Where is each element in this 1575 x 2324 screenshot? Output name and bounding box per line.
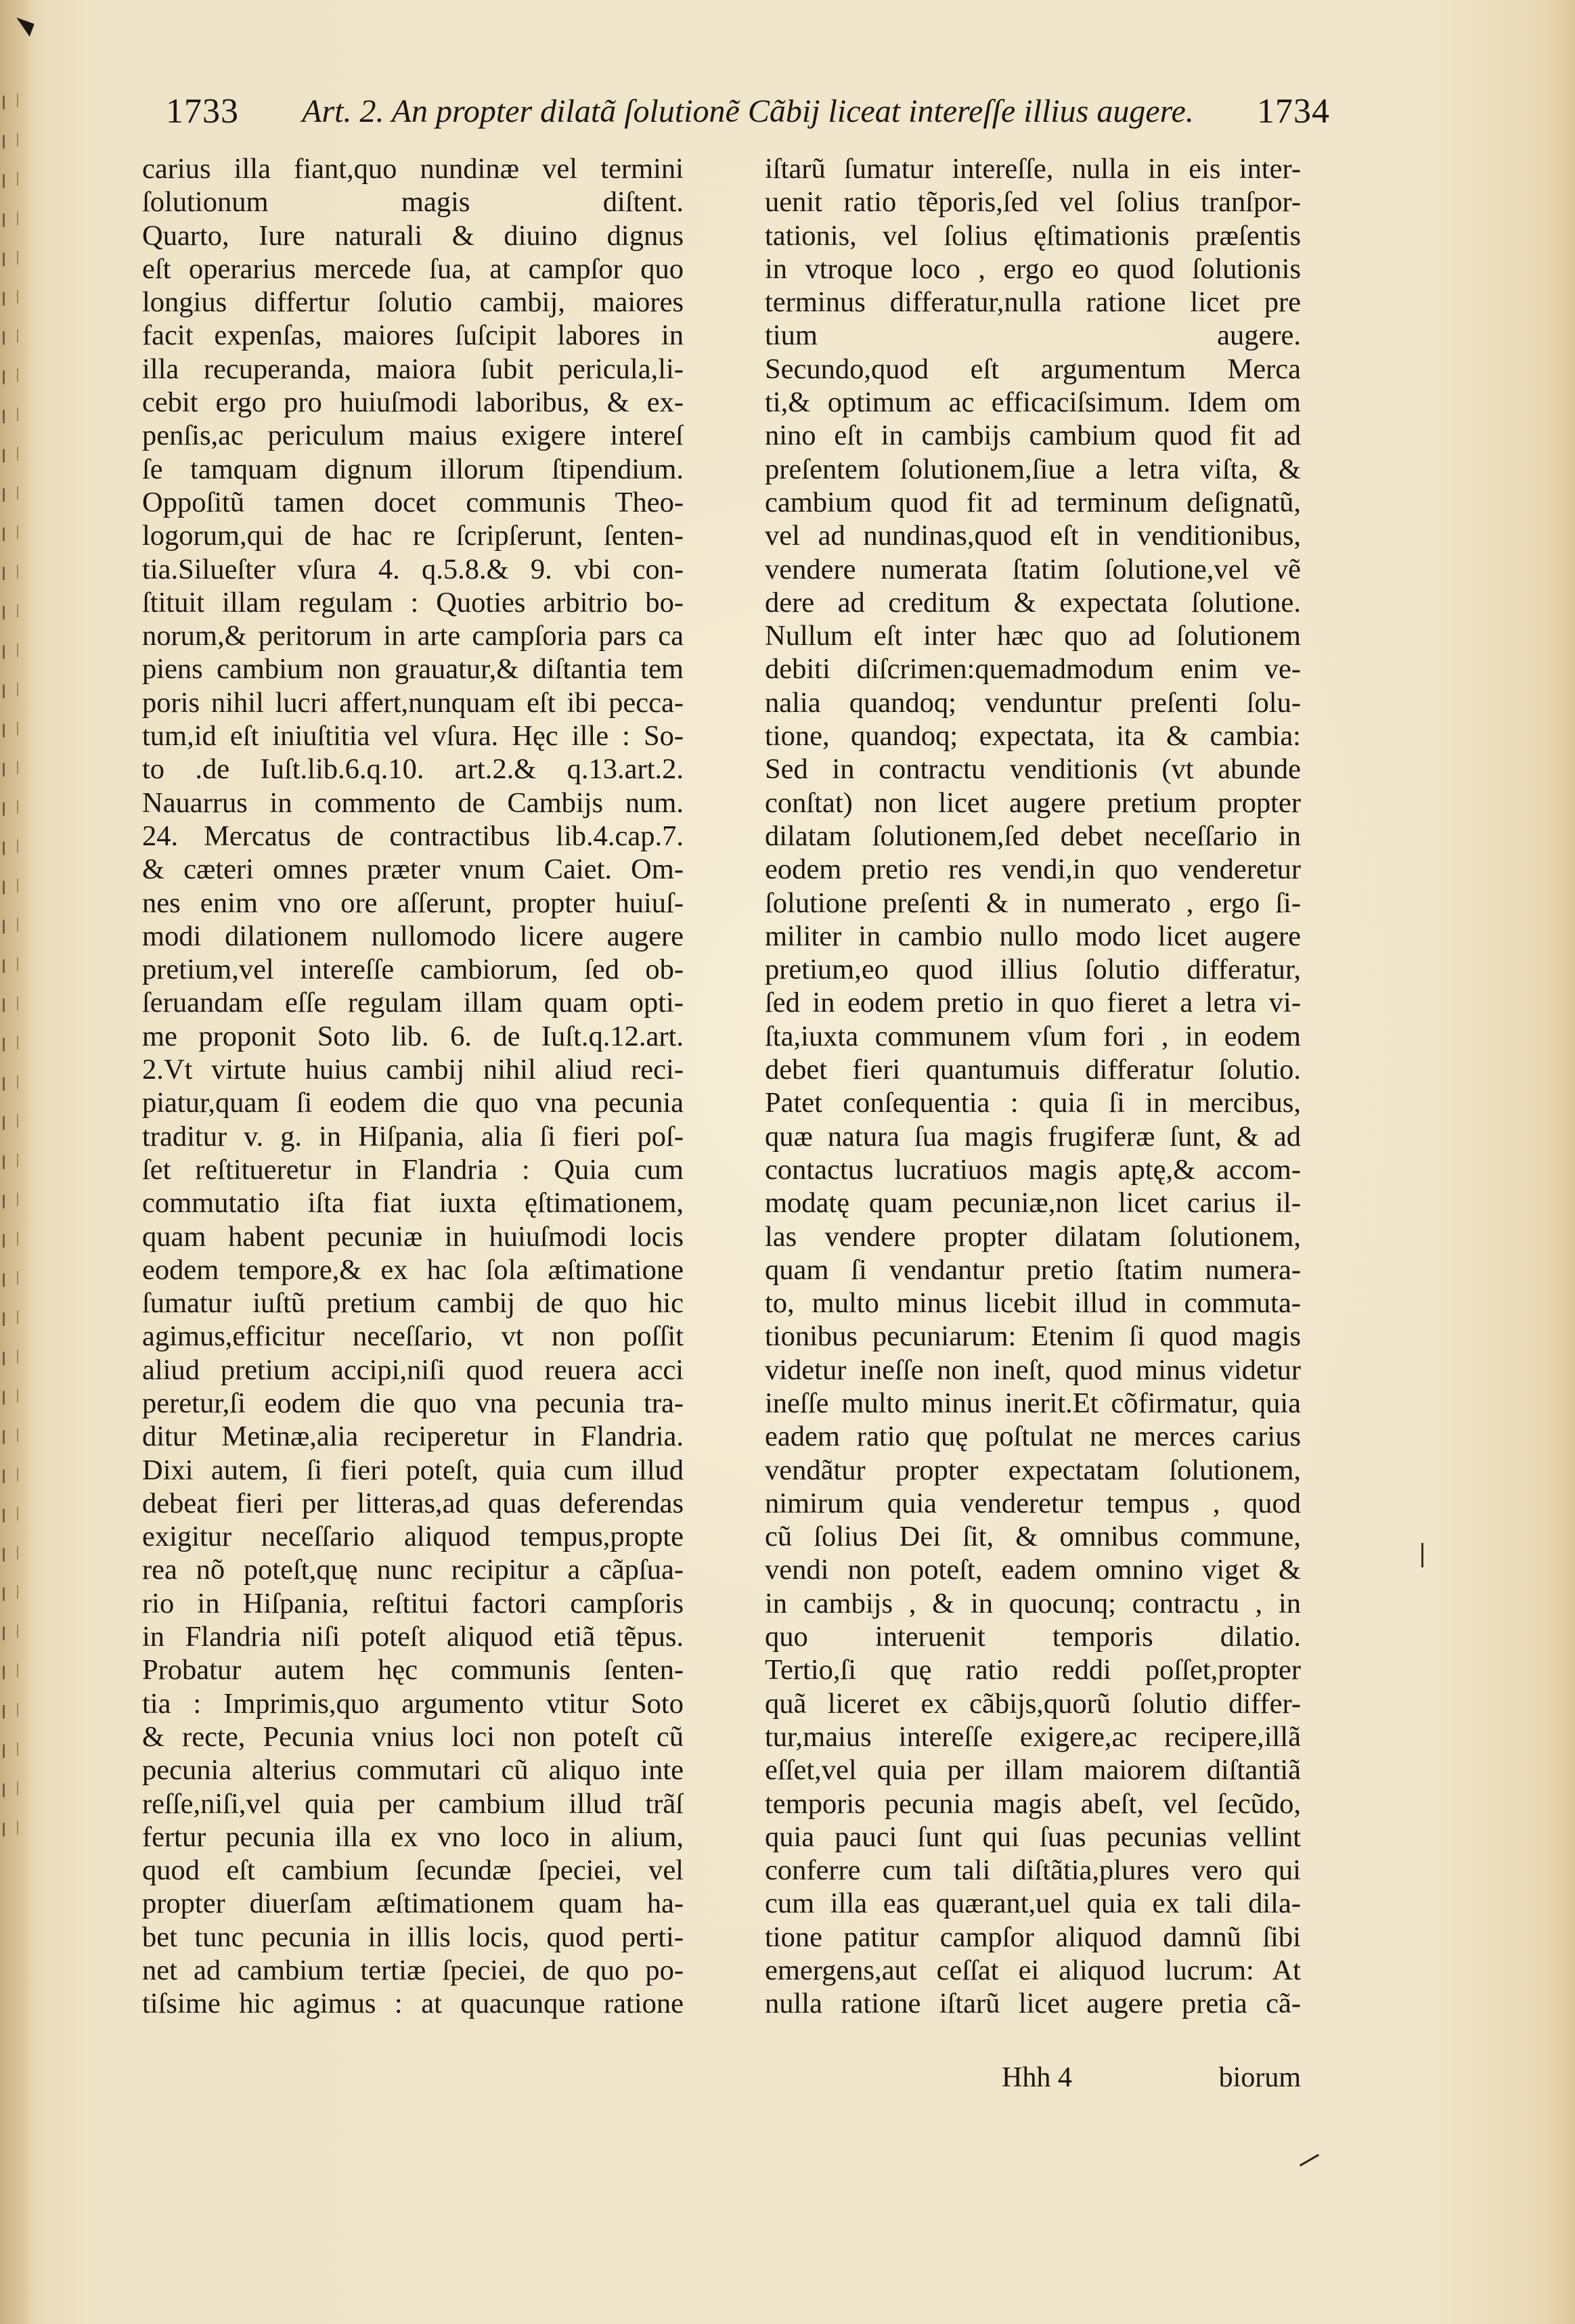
text-line: reſſe,niſi,vel quia per cambium illud trãſ [142, 1787, 684, 1820]
text-line: modi dilationem nullomodo licere augere [142, 920, 684, 952]
bleed-mark [3, 996, 18, 1012]
text-line: in vtroque loco , ergo eo quod ſolutionis [765, 252, 1301, 285]
bleed-mark [3, 1703, 18, 1718]
text-line: agimus,efficitur neceſſario, vt non poſſit [142, 1320, 684, 1353]
margin-tick [1421, 1543, 1423, 1567]
bleed-mark [3, 1389, 18, 1404]
text-line: pretium,vel intereſſe cambiorum, ſed ob- [142, 954, 684, 986]
text-line: logorum,qui de hac re ſcripſerunt, ſenten- [142, 520, 684, 552]
text-line: nulla ratione iſtarũ licet augere pretia cã- [765, 1988, 1301, 2020]
text-line: aliud pretium accipi,niſi quod reuera acci [142, 1354, 684, 1386]
bleed-mark [3, 1624, 18, 1640]
bleed-mark [3, 525, 18, 541]
text-line: & cæteri omnes præter vnum Caiet. Om- [142, 853, 684, 886]
text-line: & recte, Pecunia vnius loci non poteſt cũ [142, 1720, 684, 1753]
text-line: conſtat) non licet augere pretium propter [765, 786, 1301, 819]
text-line: ſet reſtitueretur in Flandria : Quia cum [142, 1153, 684, 1186]
text-line: in cambijs , & in quocunq; contractu , in [765, 1587, 1301, 1619]
bleed-mark [3, 447, 18, 462]
text-line: commutatio iſta fiat iuxta ęſtimationem, [142, 1187, 684, 1220]
bleed-mark [3, 290, 18, 305]
text-line: quæ natura ſua magis frugiferæ ſunt, & ad [765, 1120, 1301, 1153]
catchword: biorum [1218, 2062, 1301, 2093]
text-line: tiſsime hic agimus : at quacunque ratione [142, 1988, 684, 2020]
running-title: Art. 2. An propter dilatã ſolutionẽ Cãbij liceat intereſſe illius augere. [302, 93, 1194, 129]
text-line: piatur,quam ſi eodem die quo vna pecunia [142, 1087, 684, 1119]
text-line: pecunia alterius commutari cũ aliquo inte [142, 1754, 684, 1787]
text-line: tum,id eſt iniuſtitia vel vſura. Hęc ille : So- [142, 720, 684, 753]
bleed-mark [3, 1349, 18, 1365]
text-line: militer in cambio nullo modo licet augere [765, 920, 1301, 952]
text-line: Nauarrus in commento de Cambijs num. [142, 786, 684, 819]
text-line: debet fieri quantumuis differatur ſolutio. [765, 1054, 1301, 1086]
bleed-mark [3, 918, 18, 933]
stray-ink-mark [1300, 2154, 1321, 2170]
text-line: ſed in eodem pretio in quo fieret a letra vi- [765, 987, 1301, 1019]
signature-mark: Hhh 4 [1002, 2062, 1072, 2093]
text-line: tium augere. [765, 319, 1301, 352]
text-line: quam ſi vendantur pretio ſtatim numera- [765, 1253, 1301, 1286]
text-line: in Flandria niſi poteſt aliquod etiã tẽpus. [142, 1621, 684, 1653]
text-line: quã liceret ex cãbijs,quorũ ſolutio differ- [765, 1687, 1301, 1720]
bleed-mark [3, 329, 18, 344]
bleed-mark [3, 211, 18, 227]
text-line: nes enim vno ore aſſerunt, propter huiuſ- [142, 887, 684, 919]
running-header [166, 88, 1330, 135]
bleed-mark [3, 1585, 18, 1601]
text-line: preſentem ſolutionem,ſiue a letra viſta, & [765, 453, 1301, 485]
bleed-mark [3, 682, 18, 698]
text-line: to, multo minus licebit illud in commuta- [765, 1287, 1301, 1320]
text-line: pretium,eo quod illius ſolutio differatur, [765, 954, 1301, 986]
text-line: propter diuerſam æſtimationem quam ha- [142, 1887, 684, 1920]
text-line: ineſſe multo minus inerit.Et cõfirmatur, quia [765, 1387, 1301, 1419]
bleed-mark [3, 721, 18, 737]
text-line: Quarto, Iure naturali & diuino dignus [142, 219, 684, 252]
page-footer [1002, 2057, 1301, 2098]
text-line: 2.Vt virtute huius cambij nihil aliud reci- [142, 1054, 684, 1086]
bleed-mark [3, 1271, 18, 1287]
text-line: ſta,iuxta communem vſum fori , in eodem [765, 1020, 1301, 1052]
bleed-mark [3, 1506, 18, 1522]
text-line: nimirum quia venderetur tempus , quod [765, 1487, 1301, 1519]
text-line: me proponit Soto lib. 6. de Iuſt.q.12.art. [142, 1020, 684, 1052]
text-line: emergens,aut ceſſat ei aliquod lucrum: At [765, 1954, 1301, 1987]
text-line: quia pauci ſunt qui ſuas pecunias vellint [765, 1820, 1301, 1853]
text-line: tionibus pecuniarum: Etenim ſi quod magis [765, 1320, 1301, 1353]
bleed-through-marks [3, 95, 23, 2125]
bleed-mark [3, 368, 18, 384]
text-line: norum,& peritorum in arte campſoria pars ca [142, 620, 684, 652]
bleed-mark [3, 1428, 18, 1444]
text-line: Oppoſitũ tamen docet communis Theo- [142, 486, 684, 518]
text-line: las vendere propter dilatam ſolutionem, [765, 1220, 1301, 1253]
text-line: fertur pecunia illa ex vno loco in alium, [142, 1820, 684, 1853]
text-line: tione patitur campſor aliquod damnũ ſibi [765, 1921, 1301, 1953]
text-line: tationis, vel ſolius ęſtimationis præſentis [765, 219, 1301, 252]
text-line: piens cambium non grauatur,& diſtantia tem [142, 653, 684, 686]
text-line: traditur v. g. in Hiſpania, alia ſi fieri poſ- [142, 1120, 684, 1153]
bleed-mark [3, 878, 18, 894]
text-line: quo interuenit temporis dilatio. [765, 1621, 1301, 1653]
text-line: nalia quandoq; venduntur preſenti ſolu- [765, 686, 1301, 719]
page-number-right: 1734 [1257, 92, 1330, 131]
text-line: contactus lucratiuos magis aptę,& accom- [765, 1153, 1301, 1186]
bleed-mark [3, 407, 18, 423]
text-line: Patet conſequentia : quia ſi in mercibus, [765, 1087, 1301, 1119]
text-line: ſumatur iuſtũ pretium cambij de quo hic [142, 1287, 684, 1320]
text-line: dere ad creditum & expectata ſolutione. [765, 586, 1301, 619]
text-line: cum illa eas quærant,uel quia ex tali dila- [765, 1887, 1301, 1920]
bleed-mark [3, 1310, 18, 1326]
text-line: tur,maius intereſſe exigere,ac recipere,illã [765, 1720, 1301, 1753]
bleed-mark [3, 1114, 18, 1130]
text-line: rio in Hiſpania, reſtitui factori campſoris [142, 1587, 684, 1619]
bleed-mark [3, 1820, 18, 1836]
text-line: tione, quandoq; expectata, ita & cambia: [765, 720, 1301, 753]
text-line: Probatur autem hęc communis ſenten- [142, 1654, 684, 1686]
text-line: videtur ineſſe non ineſt, quod minus videtur [765, 1354, 1301, 1386]
bleed-mark [3, 761, 18, 776]
text-line: Dixi autem, ſi fieri poteſt, quia cum illud [142, 1454, 684, 1486]
text-line: peretur,ſi eodem die quo vna pecunia tra- [142, 1387, 684, 1419]
text-line: 24. Mercatus de contractibus lib.4.cap.7. [142, 820, 684, 852]
bleed-mark [3, 486, 18, 501]
text-line: ſeruandam eſſe regulam illam quam opti- [142, 987, 684, 1019]
text-line: debiti diſcrimen:quemadmodum enim ve- [765, 653, 1301, 686]
text-line: Nullum eſt inter hæc quo ad ſolutionem [765, 620, 1301, 652]
text-line: ſe tamquam dignum illorum ſtipendium. [142, 453, 684, 485]
text-line: Tertio,ſi quę ratio reddi poſſet,propter [765, 1654, 1301, 1686]
bleed-mark [3, 172, 18, 187]
left-column [142, 152, 684, 2021]
text-line: cũ ſolius Dei ſit, & omnibus commune, [765, 1521, 1301, 1553]
text-line: bet tunc pecunia in illis locis, quod perti- [142, 1921, 684, 1953]
bleed-mark [3, 839, 18, 855]
right-column [765, 152, 1301, 2021]
text-line: tia : Imprimis,quo argumento vtitur Soto [142, 1687, 684, 1720]
text-line: cebit ergo pro huiuſmodi laboribus, & ex- [142, 386, 684, 419]
bleed-mark [3, 800, 18, 815]
text-line: ſtituit illam regulam : Quoties arbitrio bo- [142, 586, 684, 619]
text-line: uenit ratio tẽporis,ſed vel ſolius tranſpor- [765, 186, 1301, 219]
text-line: rea nõ poteſt,quę nunc recipitur a cãpſua- [142, 1554, 684, 1586]
bleed-mark [3, 133, 18, 148]
text-line: terminus differatur,nulla ratione licet pre [765, 286, 1301, 319]
bleed-mark [3, 1075, 18, 1090]
text-line: quod eſt cambium ſecundæ ſpeciei, vel [142, 1854, 684, 1887]
text-line: eſſet,vel quia per illam maiorem diſtantiã [765, 1754, 1301, 1787]
text-line: facit expenſas, maiores ſuſcipit labores in [142, 319, 684, 352]
text-line: exigitur neceſſario aliquod tempus,propte [142, 1521, 684, 1553]
text-line: net ad cambium tertiæ ſpeciei, de quo po- [142, 1954, 684, 1987]
bleed-mark [3, 604, 18, 619]
text-line: vendãtur propter expectatam ſolutionem, [765, 1454, 1301, 1486]
text-line: eodem pretio res vendi,in quo venderetur [765, 853, 1301, 886]
bleed-mark [3, 250, 18, 266]
text-line: cambium quod fit ad terminum deſignatũ, [765, 486, 1301, 518]
bleed-mark [3, 1232, 18, 1247]
bleed-mark [3, 1153, 18, 1169]
bleed-mark [3, 1781, 18, 1797]
text-line: illa recuperanda, maiora ſubit pericula,li- [142, 353, 684, 385]
text-line: quam habent pecuniæ in huiuſmodi locis [142, 1220, 684, 1253]
text-line: ditur Metinæ,alia reciperetur in Flandria. [142, 1421, 684, 1453]
page-number-left: 1733 [166, 92, 239, 131]
text-line: vendi non poteſt, eadem omnino viget & [765, 1554, 1301, 1586]
text-line: poris nihil lucri affert,nunquam eſt ibi pecca- [142, 686, 684, 719]
bleed-mark [3, 1192, 18, 1208]
text-line: vel ad nundinas,quod eſt in venditionibus, [765, 520, 1301, 552]
text-line: carius illa fiant,quo nundinæ vel termini [142, 153, 684, 185]
bleed-mark [3, 564, 18, 580]
bleed-mark [3, 1742, 18, 1758]
text-line: conferre cum tali diſtãtia,plures vero qui [765, 1854, 1301, 1887]
bleed-mark [3, 1546, 18, 1561]
text-line: Sed in contractu venditionis (vt abunde [765, 753, 1301, 786]
text-line: Secundo,quod eſt argumentum Merca [765, 353, 1301, 385]
text-line: iſtarũ ſumatur intereſſe, nulla in eis inter- [765, 153, 1301, 185]
text-line: temporis pecunia magis abeſt, vel ſecũdo, [765, 1787, 1301, 1820]
bleed-mark [3, 1467, 18, 1483]
text-line: ſolutionum magis diſtent. [142, 186, 684, 219]
text-line: modatę quam pecuniæ,non licet carius il- [765, 1187, 1301, 1220]
text-line: nino eſt in cambijs cambium quod fit ad [765, 420, 1301, 452]
text-line: eodem tempore,& ex hac ſola æſtimatione [142, 1253, 684, 1286]
text-line: longius differtur ſolutio cambij, maiores [142, 286, 684, 319]
text-line: tia.Silueſter vſura 4. q.5.8.& 9. vbi con- [142, 553, 684, 585]
bleed-mark [3, 1663, 18, 1679]
text-line: debeat fieri per litteras,ad quas deferendas [142, 1487, 684, 1519]
text-line: ſolutione preſenti & in numerato , ergo ſi- [765, 887, 1301, 919]
text-line: dilatam ſolutionem,ſed debet neceſſario in [765, 820, 1301, 852]
bleed-mark [3, 1035, 18, 1051]
text-line: eſt operarius mercede ſua, at campſor quo [142, 252, 684, 285]
text-line: to .de Iuſt.lib.6.q.10. art.2.& q.13.art.2. [142, 753, 684, 786]
bleed-mark [3, 643, 18, 658]
text-line: penſis,ac periculum maius exigere intereſ [142, 420, 684, 452]
bleed-mark [3, 957, 18, 973]
text-line: vendere numerata ſtatim ſolutione,vel vẽ [765, 553, 1301, 585]
bleed-mark [3, 93, 18, 109]
text-line: ti,& optimum ac efficaciſsimum. Idem om [765, 386, 1301, 419]
text-line: eadem ratio quę poſtulat ne merces carius [765, 1421, 1301, 1453]
